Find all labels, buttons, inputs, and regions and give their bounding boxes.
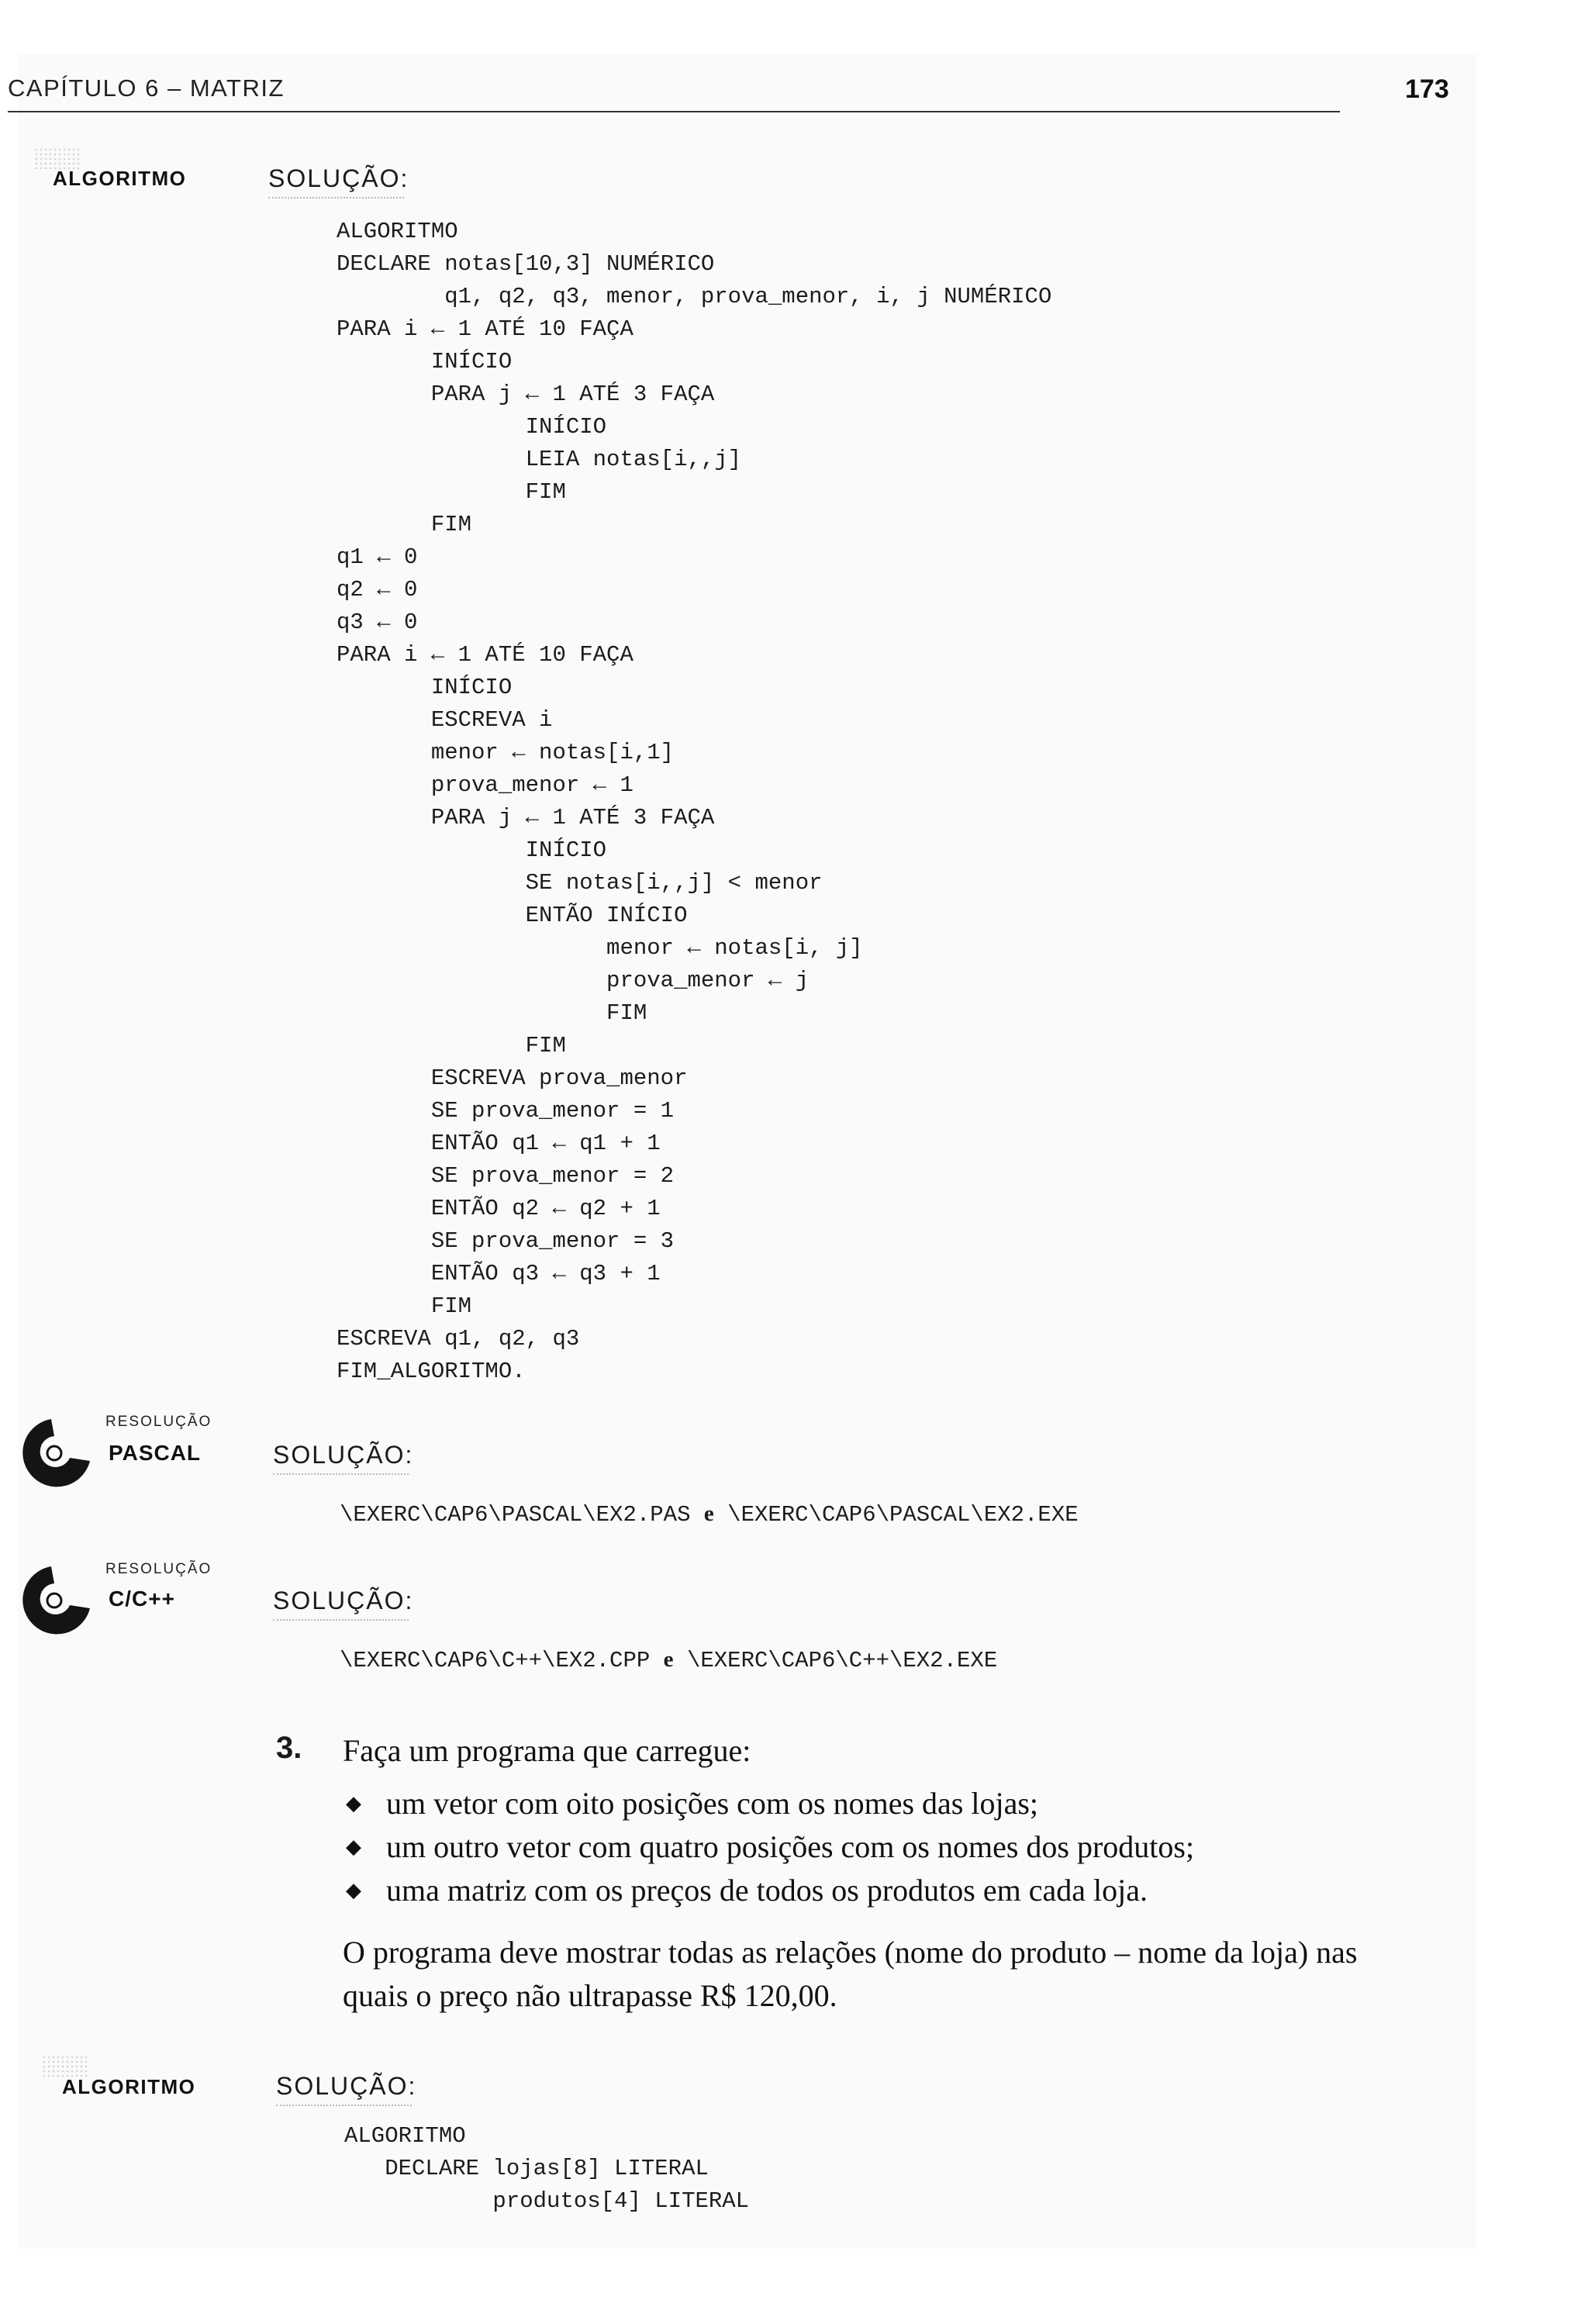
resolucao-label: RESOLUÇÃO: [105, 1414, 212, 1430]
code-line: q2 ← 0: [337, 577, 418, 603]
code-line: prova_menor ← j: [337, 968, 810, 993]
code-line: FIM: [337, 1293, 472, 1319]
code-line: menor ← notas[i,1]: [337, 740, 675, 765]
disc-icon: [11, 1410, 96, 1495]
code-line: INÍCIO: [337, 675, 513, 700]
code-line: PARA i ← 1 ATÉ 10 FAÇA: [337, 316, 633, 342]
code-line: ENTÃO q3 ← q3 + 1: [337, 1261, 661, 1286]
diamond-bullet-icon: ◆: [346, 1835, 361, 1858]
code-line: FIM: [337, 1000, 647, 1026]
diamond-bullet-icon: ◆: [346, 1878, 361, 1901]
code-line: ENTÃO INÍCIO: [337, 903, 688, 928]
code-line: q1 ← 0: [337, 544, 418, 570]
bullet-text: um outro vetor com quatro posições com os nomes dos produtos;: [386, 1829, 1195, 1864]
page-number: 173: [1405, 74, 1449, 104]
code-line: LEIA notas[i,,j]: [337, 447, 742, 472]
code-line: FIM: [337, 1033, 566, 1058]
code-line: FIM: [337, 479, 566, 505]
algoritmo-texture-icon: [34, 147, 81, 169]
code-line: ALGORITMO: [344, 2123, 466, 2149]
solucao-underline: [273, 1473, 409, 1475]
pascal-label: PASCAL: [109, 1441, 202, 1465]
code-line: ESCREVA prova_menor: [337, 1065, 688, 1091]
pascal-exe-path: \EXERC\CAP6\PASCAL\EX2.EXE: [727, 1502, 1079, 1528]
algoritmo-texture-icon: [42, 2055, 88, 2077]
cpp-file-paths: [340, 1647, 997, 1673]
code-line: INÍCIO: [337, 349, 513, 375]
path-connector: e: [703, 1501, 714, 1526]
list-item: [346, 1825, 1194, 1869]
solucao-heading: SOLUÇÃO:: [273, 1587, 414, 1614]
code-line: prova_menor ← 1: [337, 772, 633, 798]
code-line: menor ← notas[i, j]: [337, 935, 863, 961]
chapter-header: CAPÍTULO 6 – MATRIZ: [8, 74, 285, 102]
algorithm-2-code: [344, 2120, 749, 2218]
list-item: [346, 1869, 1194, 1912]
code-line: SE prova_menor = 2: [337, 1163, 675, 1189]
header-rule: [8, 111, 1340, 112]
code-line: ESCREVA q1, q2, q3: [337, 1326, 580, 1352]
solucao-underline: [268, 197, 404, 199]
path-connector: e: [663, 1647, 674, 1672]
code-line: ESCREVA i: [337, 707, 553, 733]
code-line: FIM: [337, 512, 472, 537]
diamond-bullet-icon: ◆: [346, 1791, 361, 1815]
code-line: PARA j ← 1 ATÉ 3 FAÇA: [337, 382, 715, 407]
pascal-file-paths: [340, 1501, 1079, 1528]
code-line: PARA j ← 1 ATÉ 3 FAÇA: [337, 805, 715, 830]
solucao-underline: [273, 1619, 409, 1621]
code-line: SE notas[i,,j] < menor: [337, 870, 823, 896]
cpp-label: C/C++: [109, 1587, 175, 1611]
code-line: FIM_ALGORITMO.: [337, 1359, 526, 1384]
code-line: INÍCIO: [337, 414, 607, 440]
code-line: SE prova_menor = 1: [337, 1098, 675, 1124]
code-line: PARA i ← 1 ATÉ 10 FAÇA: [337, 642, 633, 668]
exercise-intro: Faça um programa que carregue:: [343, 1733, 751, 1768]
code-line: DECLARE notas[10,3] NUMÉRICO: [337, 251, 715, 277]
exercise-bullet-list: [346, 1782, 1194, 1912]
exercise-paragraph-line: O programa deve mostrar todas as relações (nome do produto – nome da loja) nas: [343, 1935, 1358, 1970]
exercise-number: 3.: [276, 1731, 302, 1765]
cpp-source-path: \EXERC\CAP6\C++\EX2.CPP: [340, 1648, 651, 1673]
code-line: INÍCIO: [337, 837, 607, 863]
solucao-heading: SOLUÇÃO:: [273, 1441, 414, 1469]
list-item: [346, 1782, 1194, 1825]
solucao-heading: SOLUÇÃO:: [268, 164, 409, 192]
code-line: ALGORITMO: [337, 219, 458, 244]
code-line: q1, q2, q3, menor, prova_menor, i, j NUMÉRICO: [337, 284, 1052, 309]
algorithm-1-code: [337, 216, 1051, 1388]
disc-icon: [11, 1557, 96, 1642]
code-line: DECLARE lojas[8] LITERAL: [344, 2156, 709, 2181]
bullet-text: um vetor com oito posições com os nomes das lojas;: [386, 1786, 1038, 1821]
pascal-source-path: \EXERC\CAP6\PASCAL\EX2.PAS: [340, 1502, 691, 1528]
resolucao-label: RESOLUÇÃO: [105, 1561, 212, 1577]
cpp-exe-path: \EXERC\CAP6\C++\EX2.EXE: [686, 1648, 998, 1673]
exercise-paragraph-line: quais o preço não ultrapasse R$ 120,00.: [343, 1978, 837, 2013]
code-line: produtos[4] LITERAL: [344, 2188, 750, 2214]
bullet-text: uma matriz com os preços de todos os produtos em cada loja.: [386, 1873, 1148, 1908]
code-line: SE prova_menor = 3: [337, 1228, 675, 1254]
solucao-underline: [276, 2105, 412, 2106]
code-line: ENTÃO q1 ← q1 + 1: [337, 1131, 661, 1156]
solucao-heading: SOLUÇÃO:: [276, 2072, 417, 2100]
algoritmo-label: ALGORITMO: [53, 167, 187, 190]
code-line: q3 ← 0: [337, 609, 418, 635]
code-line: ENTÃO q2 ← q2 + 1: [337, 1196, 661, 1221]
algoritmo-label: ALGORITMO: [62, 2075, 196, 2098]
